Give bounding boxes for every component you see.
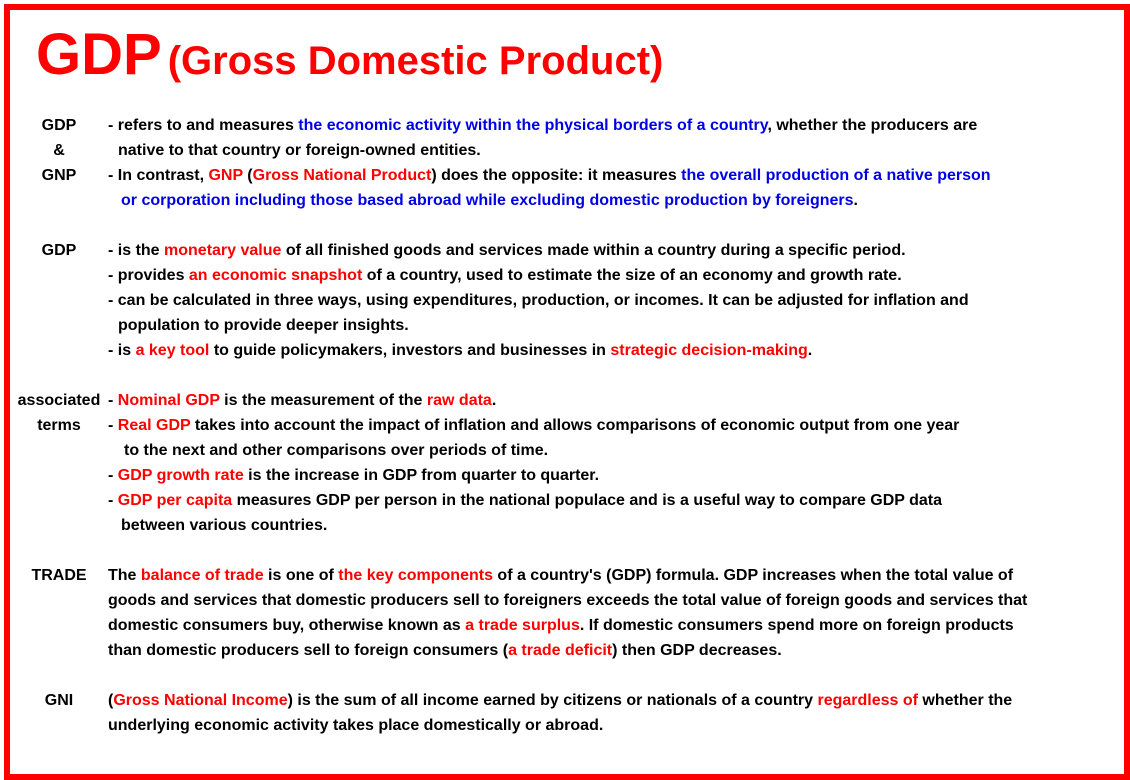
label-ampersand: & <box>53 142 65 159</box>
text-line: between various countries. <box>121 517 328 534</box>
text-line: native to that country or foreign-owned entities. <box>118 142 481 159</box>
label-associated: associated <box>17 392 101 409</box>
text-line: or corporation including those based abroad while excluding domestic production by foreigners. <box>121 192 858 209</box>
text-line: - Real GDP takes into account the impact of inflation and allows comparisons of economic output from one year <box>108 417 960 434</box>
text-line: than domestic producers sell to foreign consumers (a trade deficit) then GDP decreases. <box>108 642 782 659</box>
label-trade: TRADE <box>31 567 87 584</box>
text-line: - GDP growth rate is the increase in GDP from quarter to quarter. <box>108 467 600 484</box>
text-line: (Gross National Income) is the sum of all income earned by citizens or nationals of a country regardless of whether the <box>108 692 1013 709</box>
title-sub: (Gross Domestic Product) <box>167 39 664 83</box>
text-line: domestic consumers buy, otherwise known as a trade surplus. If domestic consumers spend more on foreign products <box>108 617 1014 634</box>
text-line: population to provide deeper insights. <box>118 317 409 334</box>
text-line: - Nominal GDP is the measurement of the raw data. <box>108 392 497 409</box>
text-line: - provides an economic snapshot of a country, used to estimate the size of an economy and growth rate. <box>108 267 902 284</box>
label-gdp-definition: GDP <box>41 242 77 259</box>
text-line: - GDP per capita measures GDP per person in the national populace and is a useful way to compare GDP data <box>108 492 943 509</box>
page-title <box>36 22 664 87</box>
text-line: - is a key tool to guide policymakers, investors and businesses in strategic decision-making. <box>108 342 813 359</box>
text-line: - refers to and measures the economic activity within the physical borders of a country, whether the producers are <box>108 117 978 134</box>
label-gni: GNI <box>44 692 74 709</box>
text-line: - In contrast, GNP (Gross National Product) does the opposite: it measures the overall production of a native person <box>108 167 991 184</box>
text-line: - can be calculated in three ways, using expenditures, production, or incomes. It can be adjusted for inflation and <box>108 292 969 309</box>
text-line: underlying economic activity takes place domestically or abroad. <box>108 717 604 734</box>
text-line: - is the monetary value of all finished goods and services made within a country during a specific period. <box>108 242 906 259</box>
text-line: The balance of trade is one of the key components of a country's (GDP) formula. GDP increases when the total value of <box>108 567 1014 584</box>
label-gnp: GNP <box>41 167 77 184</box>
text-line: goods and services that domestic producers sell to foreigners exceeds the total value of foreign goods and services that <box>108 592 1028 609</box>
label-gdp: GDP <box>41 117 77 134</box>
text-line: to the next and other comparisons over periods of time. <box>124 442 549 459</box>
title-main: GDP <box>36 22 162 87</box>
label-terms: terms <box>37 417 81 434</box>
